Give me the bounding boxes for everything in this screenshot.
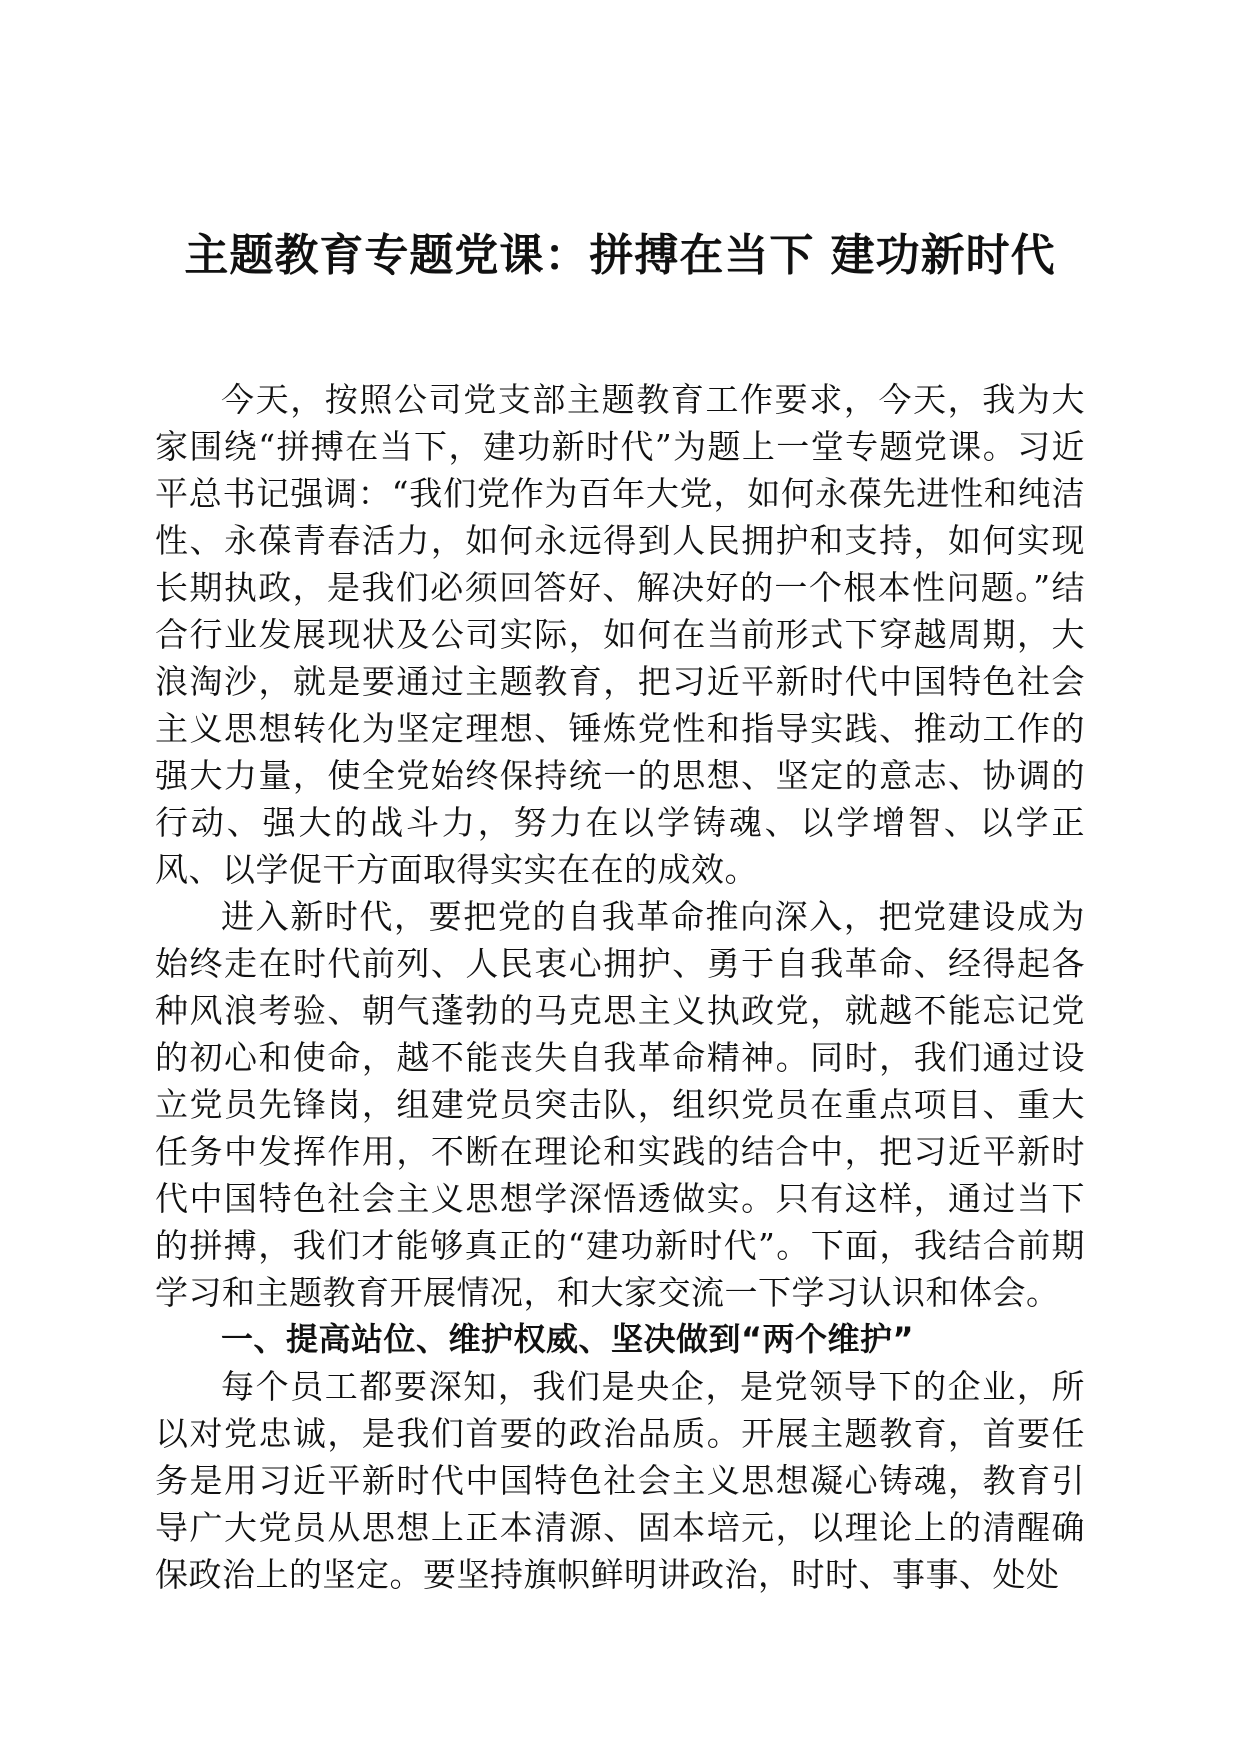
paragraph-section-1: 每个员工都要深知，我们是央企，是党领导下的企业，所以对党忠诚，是我们首要的政治品质。开展主题教育，首要任务是用习近平新时代中国特色社会主义思想凝心铸魂，教育引导广大党员从思想上正本清源、固本培元，以理论上的清醒确保政治上的坚定。要坚持旗帜鲜明讲政治，时时、事事、处处 (155, 1367, 1085, 1594)
document-title: 主题教育专题党课：拼搏在当下 建功新时代 (184, 230, 1056, 281)
document-body (155, 376, 1085, 1598)
section-heading-1: 一、提高站位、维护权威、坚决做到“两个维护” (221, 1320, 915, 1358)
paragraph-new-era: 进入新时代，要把党的自我革命推向深入，把党建设成为始终走在时代前列、人民衷心拥护、勇于自我革命、经得起各种风浪考验、朝气蓬勃的马克思主义执政党，就越不能忘记党的初心和使命，越不能丧失自我革命精神。同时，我们通过设立党员先锋岗，组建党员突击队，组织党员在重点项目、重大任务中发挥作用，不断在理论和实践的结合中，把习近平新时代中国特色社会主义思想学深悟透做实。只有这样，通过当下的拼搏，我们才能够真正的“建功新时代”。下面，我结合前期学习和主题教育开展情况，和大家交流一下学习认识和体会。 (155, 897, 1085, 1312)
paragraph-intro: 今天，按照公司党支部主题教育工作要求，今天，我为大家围绕“拼搏在当下，建功新时代”为题上一堂专题党课。习近平总书记强调：“我们党作为百年大党，如何永葆先进性和纯洁性、永葆青春活力，如何永远得到人民拥护和支持，如何实现长期执政，是我们必须回答好、解决好的一个根本性问题。”结合行业发展现状及公司实际，如何在当前形式下穿越周期，大浪淘沙，就是要通过主题教育，把习近平新时代中国特色社会主义思想转化为坚定理想、锤炼党性和指导实践、推动工作的强大力量，使全党始终保持统一的思想、坚定的意志、协调的行动、强大的战斗力，努力在以学铸魂、以学增智、以学正风、以学促干方面取得实实在在的成效。 (155, 380, 1085, 889)
